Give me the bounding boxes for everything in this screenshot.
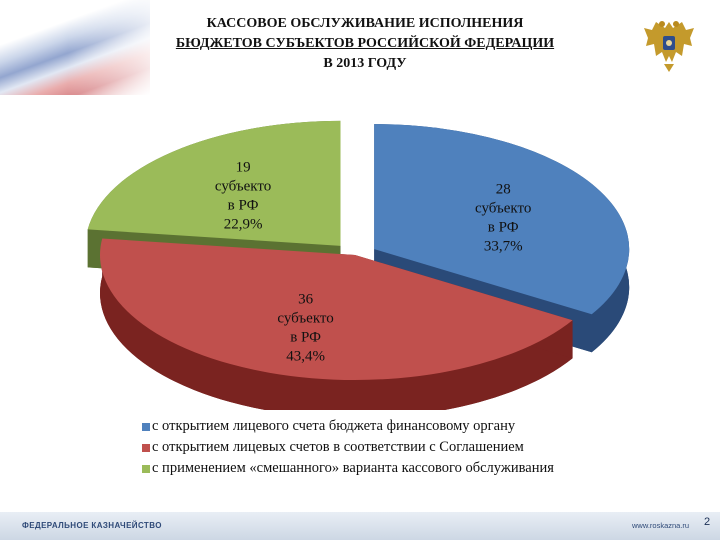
legend-swatch-1 xyxy=(142,423,150,431)
pie-data-label-line: 33,7% xyxy=(483,238,523,255)
chart-legend xyxy=(142,416,662,479)
legend-label-3: с применением «смешанного» варианта кассового обслуживания xyxy=(152,460,554,476)
legend-item-1 xyxy=(142,416,662,437)
legend-item-3 xyxy=(142,458,662,479)
pie-data-label-line: 43,4% xyxy=(286,348,325,365)
title-line-3: В 2013 ГОДУ xyxy=(323,56,407,71)
pie-data-label-line: в РФ xyxy=(487,219,519,236)
legend-swatch-3 xyxy=(142,465,150,473)
page-number: 2 xyxy=(704,516,711,528)
title-line-2: БЮДЖЕТОВ СУБЪЕКТОВ РОССИЙСКОЙ ФЕДЕРАЦИИ xyxy=(175,36,555,51)
pie-data-label-line: 22,9% xyxy=(223,216,263,233)
title-line-1: КАССОВОЕ ОБСЛУЖИВАНИЕ ИСПОЛНЕНИЯ xyxy=(206,16,524,31)
pie-data-label-line: субъекто xyxy=(277,310,334,327)
pie-data-label-line: в РФ xyxy=(227,197,259,214)
footer-organization: ФЕДЕРАЛЬНОЕ КАЗНАЧЕЙСТВО xyxy=(22,521,162,530)
footer-website-link[interactable]: www.roskazna.ru xyxy=(632,521,690,530)
legend-label-1: с открытием лицевого счета бюджета финансовому органу xyxy=(152,418,516,434)
pie-data-label-line: 36 xyxy=(298,291,314,308)
pie-data-label-line: 19 xyxy=(235,159,251,176)
legend-swatch-2 xyxy=(142,444,150,452)
pie-data-label-line: 28 xyxy=(495,181,511,198)
legend-label-2: с открытием лицевых счетов в соответствии с Соглашением xyxy=(152,439,524,455)
pie-data-label-line: в РФ xyxy=(290,329,321,346)
pie-data-label-line: субъекто xyxy=(475,200,532,217)
pie-data-label-line: субъекто xyxy=(214,178,272,195)
legend-item-2 xyxy=(142,437,662,458)
